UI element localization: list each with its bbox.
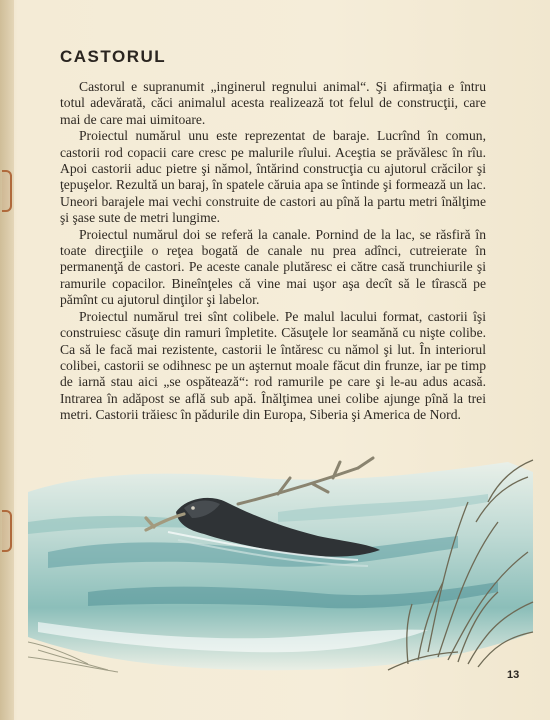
- page-title: CASTORUL: [60, 47, 167, 66]
- paragraph-dams: Proiectul numărul unu este reprezentat de baraje. Lucrînd în comun, castorii rod copacii care cresc pe malurile rîului. Aceştia se prăvălesc în rîu. Apoi castorii aduc pietre şi nămol, întărind construcţia cu ajutorul crăcilor şi ţepuşelor. Rezultă un baraj, în spatele căruia apa se întinde şi formează un lac. Uneori barajele mai vechi construite de castori au pînă la partu metri înălţime şi şase sute de metri lungime.: [60, 128, 486, 226]
- staple-top: [2, 170, 12, 212]
- staple-bottom: [2, 510, 12, 552]
- page-binding: [0, 0, 14, 720]
- page-number: 13: [507, 669, 520, 681]
- beaver-illustration: [28, 432, 538, 677]
- article-body: [60, 79, 486, 424]
- paragraph-canals: Proiectul numărul doi se referă la canale. Pornind de la lac, se răsfiră în toate direcţiile o reţea bogată de canale nu prea adînci, cutreierate în permanenţă de castori. Pe aceste canale plutăresc ei către casă trunchiurile şi ramurile copacilor. Bineînţeles că vine mai uşor aşa decît să le tîrască pe pămînt cu ajutorul dinţilor şi labelor.: [60, 226, 486, 308]
- paragraph-lodges: Proiectul numărul trei sînt colibele. Pe malul lacului format, castorii îşi construiesc căsuţe din ramuri împletite. Căsuţele lor seamănă cu nişte colibe. Ca să le facă mai rezistente, castorii le întăresc cu nămol şi lut. În interiorul colibei, castorii se odihnesc pe un aşternut moale făcut din frunze, iar pe timp de iarnă stau aici „se ospătează“: rod ramurile pe care şi le-au adus acasă. Intrarea în adăpost se află sub apă. Înălţimea unei colibe ajunge pînă la trei metri. Castorii trăiesc în pădurile din Europa, Siberia şi America de Nord.: [60, 308, 486, 423]
- paragraph-intro: Castorul e supranumit „inginerul regnului animal“. Şi afirmaţia e întru totul adevărată, căci animalul acesta realizează tot felul de construcţii, care mai de care mai uimitoare.: [60, 79, 486, 127]
